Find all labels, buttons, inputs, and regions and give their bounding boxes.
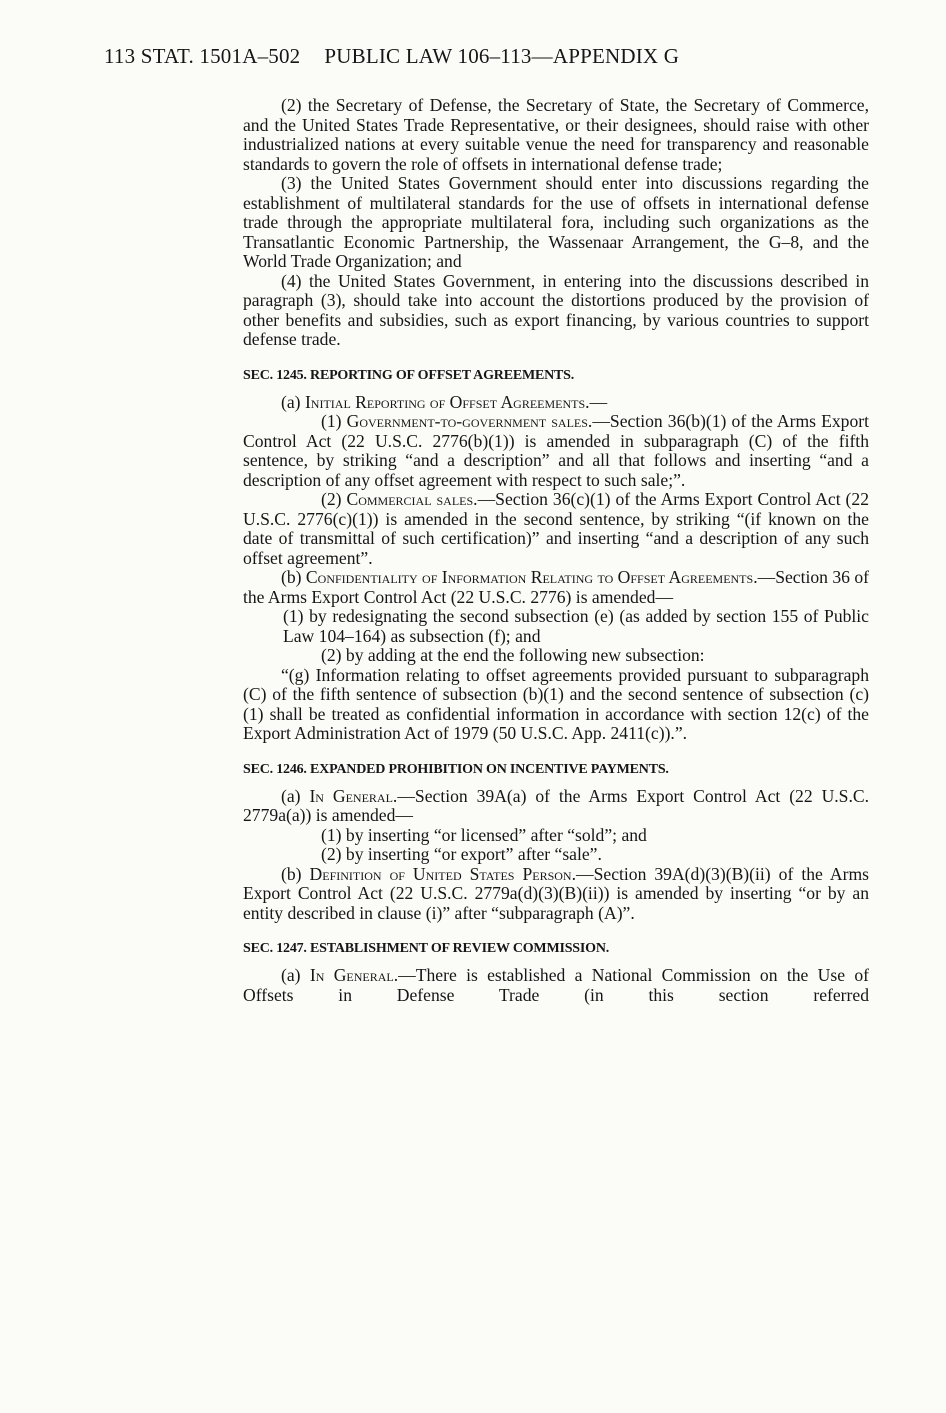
document-body bbox=[243, 96, 869, 1005]
new-subsection-g: “(g) Information relating to offset agreements provided pursuant to subparagraph (C) of the fifth sentence of subsection (b)(1) and the second sentence of subsection (c)(1) shall be treated as confidential information in accordance with section 12(c) of the Export Administration Act of 1979 (50 U.S.C. App. 2411(c)).”. bbox=[243, 664, 869, 743]
paragraph-1245-b-1: (1) by redesignating the second subsection (e) (as added by section 155 of Public Law 104–164) as subsection (f); and bbox=[283, 606, 869, 646]
paragraph-1246-a-1: (1) by inserting “or licensed” after “sold”; and bbox=[321, 824, 647, 845]
paragraph-3: (3) the United States Government should enter into discussions regarding the establishment of multilateral standards for the use of offsets in international defense trade through the appropriate multilateral fora, including such organizations as the Transatlantic Economic Partnership, the Wassenaar Arrangement, the G–8, and the World Trade Organization; and bbox=[243, 173, 869, 271]
paragraph-4: (4) the United States Government, in entering into the discussions described in paragraph (3), should take into account the distortions produced by the provision of other benefits and subsidies, such as export financing, by various countries to support defense trade. bbox=[243, 270, 869, 349]
section-heading-1247: SEC. 1247. ESTABLISHMENT OF REVIEW COMMISSION. bbox=[243, 941, 610, 956]
section-heading-1246: SEC. 1246. EXPANDED PROHIBITION ON INCENTIVE PAYMENTS. bbox=[243, 761, 669, 777]
paragraph-1245-a-2: (2) Commercial sales.—Section 36(c)(1) of the Arms Export Control Act (22 U.S.C. 2776(c)(1)) is amended in the second sentence, by striking “(if known on the date of transmittal of such certification)” and inserting “and a description of any such offset agreement”. bbox=[243, 489, 869, 568]
paragraph-2: (2) the Secretary of Defense, the Secretary of State, the Secretary of Commerce, and the United States Trade Representative, or their designees, should raise with other industrialized nations at every suitable venue the need for transparency and reasonable standards to govern the role of offsets in international defense trade; bbox=[243, 95, 869, 174]
subsection-1245-a: (a) Initial Reporting of Offset Agreements.— bbox=[281, 391, 608, 412]
paragraph-1245-b-2: (2) by adding at the end the following new subsection: bbox=[321, 645, 705, 665]
page-header bbox=[104, 44, 679, 69]
subsection-1246-a: (a) In General.—Section 39A(a) of the Arms Export Control Act (22 U.S.C. 2779a(a)) is amended— bbox=[243, 785, 869, 825]
subsection-1245-b: (b) Confidentiality of Information Relating to Offset Agreements.—Section 36 of the Arms Export Control Act (22 U.S.C. 2776) is amended— bbox=[243, 567, 870, 607]
subsection-1247-a: (a) In General.—There is established a National Commission on the Use of Offsets in Defense Trade (in this section referred bbox=[243, 965, 869, 1005]
statute-citation: 113 STAT. 1501A–502 bbox=[104, 44, 301, 68]
paragraph-1246-a-2: (2) by inserting “or export” after “sale”. bbox=[321, 844, 602, 864]
law-title: PUBLIC LAW 106–113—APPENDIX G bbox=[324, 44, 680, 68]
paragraph-1245-a-1: (1) Government-to-government sales.—Section 36(b)(1) of the Arms Export Control Act (22 U.S.C. 2776(b)(1)) is amended in subparagraph (C) of the fifth sentence, by striking “and a description” and all that follows and inserting “and a description of any offset agreement with respect to such sale;”. bbox=[243, 411, 869, 490]
section-heading-1245: SEC. 1245. REPORTING OF OFFSET AGREEMENTS. bbox=[243, 367, 575, 383]
subsection-1246-b: (b) Definition of United States Person.—Section 39A(d)(3)(B)(ii) of the Arms Export Control Act (22 U.S.C. 2779a(d)(3)(B)(ii)) is amended by inserting “or by an entity described in clause (i)” after “subparagraph (A)”. bbox=[243, 863, 869, 923]
